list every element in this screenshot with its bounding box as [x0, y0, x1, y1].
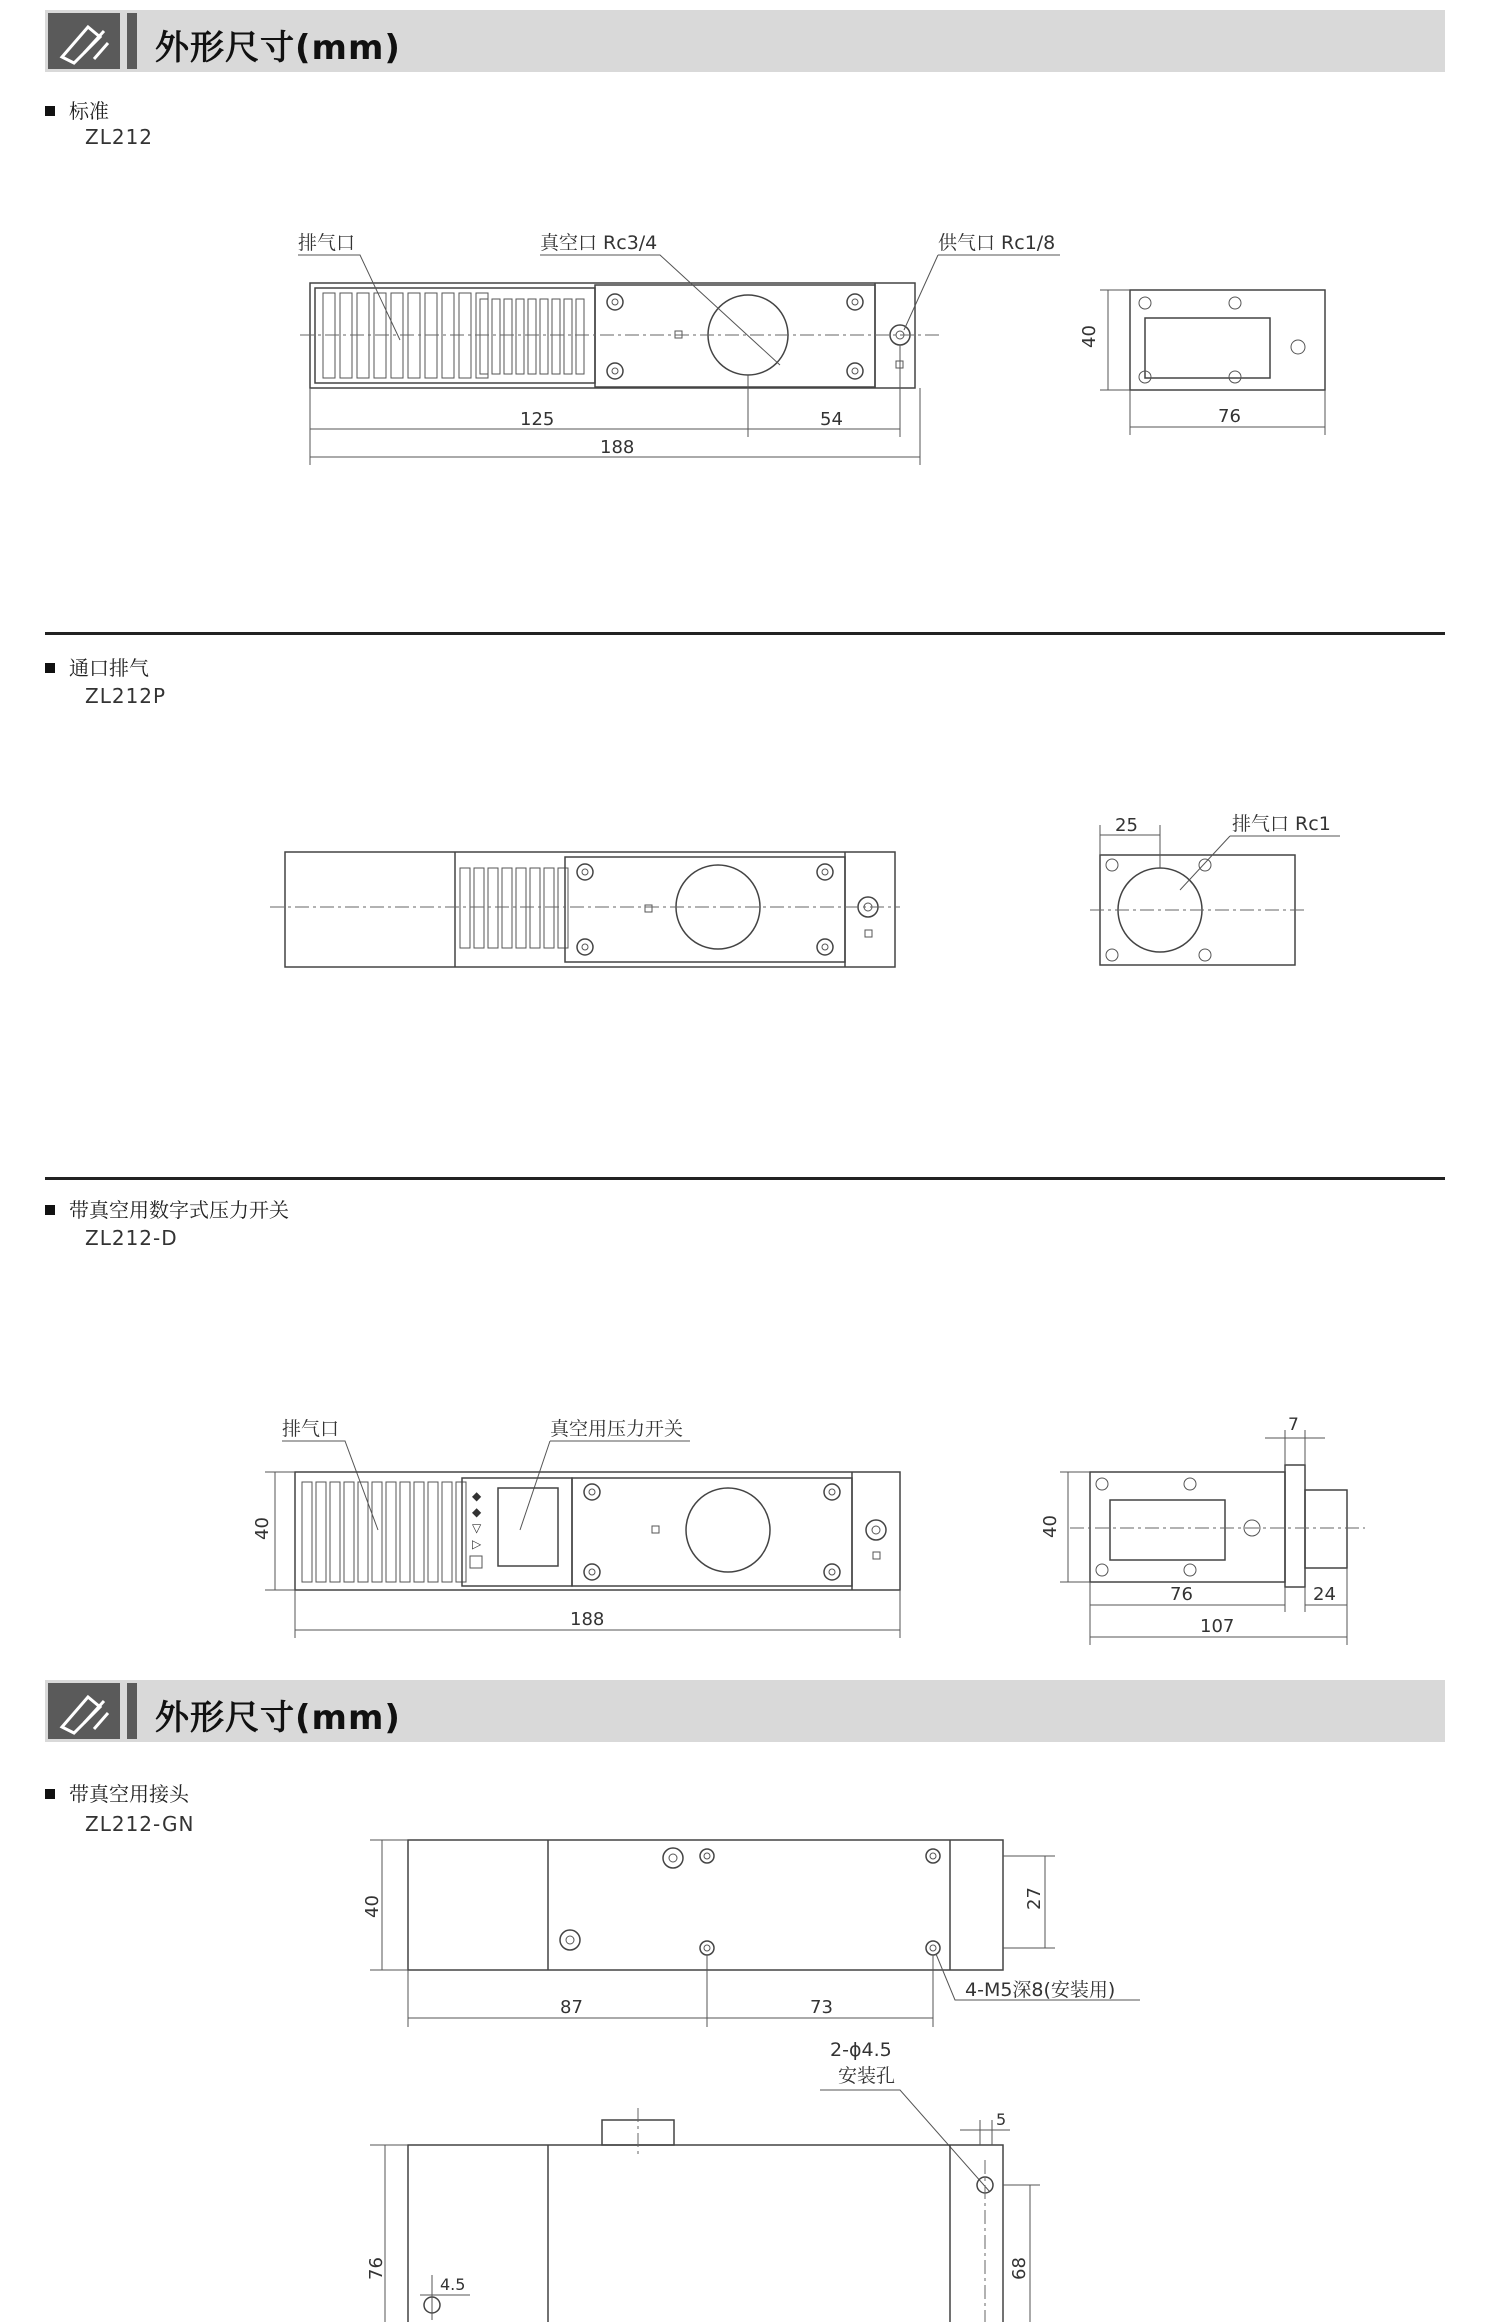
- section-label: [45, 1194, 289, 1223]
- zl212d-side-view: [1030, 1400, 1360, 1640]
- section-label-text: 带真空用接头: [69, 1782, 189, 1806]
- triangle-icon: ▽: [472, 1521, 482, 1535]
- dim-76: 76: [1218, 406, 1241, 427]
- dim-40: 40: [362, 1895, 383, 1918]
- dim-87: 87: [560, 1997, 583, 2018]
- dim-5: 5: [996, 2110, 1007, 2129]
- zl212-side-view: [1070, 215, 1330, 427]
- header-title: 外形尺寸(mm): [155, 1698, 401, 1738]
- dim-188: 188: [570, 1609, 605, 1630]
- callout-supply-port: 供气口 Rc1/8: [938, 232, 1056, 254]
- section-model: ZL212-GN: [85, 1812, 195, 1836]
- section-header: [45, 1680, 1445, 1742]
- dim-25: 25: [1115, 815, 1138, 836]
- zl212d-front-view: [0, 1410, 960, 1640]
- caliper-icon: [48, 13, 120, 69]
- dim-4-5: 4.5: [440, 2275, 466, 2294]
- zl212p-side-view: [1080, 815, 1380, 995]
- dim-27: 27: [1024, 1887, 1045, 1910]
- section-divider: [45, 632, 1445, 635]
- zl212gn-side-view: [0, 2020, 1100, 2322]
- header-accent-bar: [127, 1683, 137, 1739]
- dim-76: 76: [366, 2257, 387, 2280]
- triangle-icon: ▷: [472, 1537, 482, 1551]
- callout-holes-count: 2-ϕ4.5: [830, 2039, 892, 2061]
- callout-exhaust: 排气口: [298, 232, 356, 254]
- dim-188: 188: [600, 437, 635, 458]
- dim-76: 76: [1170, 1584, 1193, 1605]
- zl212gn-top-view: [0, 1830, 1200, 2040]
- section-label: [45, 652, 149, 681]
- zl212-front-view: [0, 215, 1056, 475]
- dim-73: 73: [810, 1997, 833, 2018]
- callout-vacuum-port: 真空口 Rc3/4: [540, 232, 658, 254]
- callout-exhaust-rc1: 排气口 Rc1: [1232, 813, 1331, 835]
- section-model: ZL212: [85, 125, 154, 149]
- dim-7: 7: [1288, 1415, 1299, 1435]
- dim-68: 68: [1009, 2257, 1030, 2280]
- section-label-text: 标准: [69, 99, 109, 123]
- dim-107: 107: [1200, 1616, 1235, 1637]
- dim-24: 24: [1313, 1584, 1336, 1605]
- section-label-text: 带真空用数字式压力开关: [69, 1198, 289, 1222]
- header-accent-bar: [127, 13, 137, 69]
- section-divider: [45, 1177, 1445, 1180]
- section-model: ZL212-D: [85, 1226, 178, 1250]
- dim-40: 40: [252, 1517, 273, 1540]
- zl212p-front-view: [0, 845, 960, 985]
- section-label-text: 通口排气: [69, 656, 149, 680]
- section-label: [45, 95, 109, 124]
- section-header: [45, 10, 1445, 72]
- callout-exhaust: 排气口: [282, 1418, 340, 1440]
- callout-mount-holes: 4-M5深8(安装用): [965, 1979, 1116, 2001]
- dim-54: 54: [820, 409, 843, 430]
- dim-40: 40: [1040, 1515, 1061, 1538]
- caliper-icon: [48, 1683, 120, 1739]
- callout-holes-name: 安装孔: [838, 2065, 896, 2087]
- callout-pressure-switch: 真空用压力开关: [550, 1418, 684, 1440]
- dim-125: 125: [520, 409, 555, 430]
- dim-40: 40: [1079, 325, 1100, 348]
- section-label: [45, 1778, 189, 1807]
- diamond-icon: ◆: [472, 1505, 482, 1519]
- section-model: ZL212P: [85, 684, 167, 708]
- header-title: 外形尺寸(mm): [155, 28, 401, 68]
- diamond-icon: ◆: [472, 1489, 482, 1503]
